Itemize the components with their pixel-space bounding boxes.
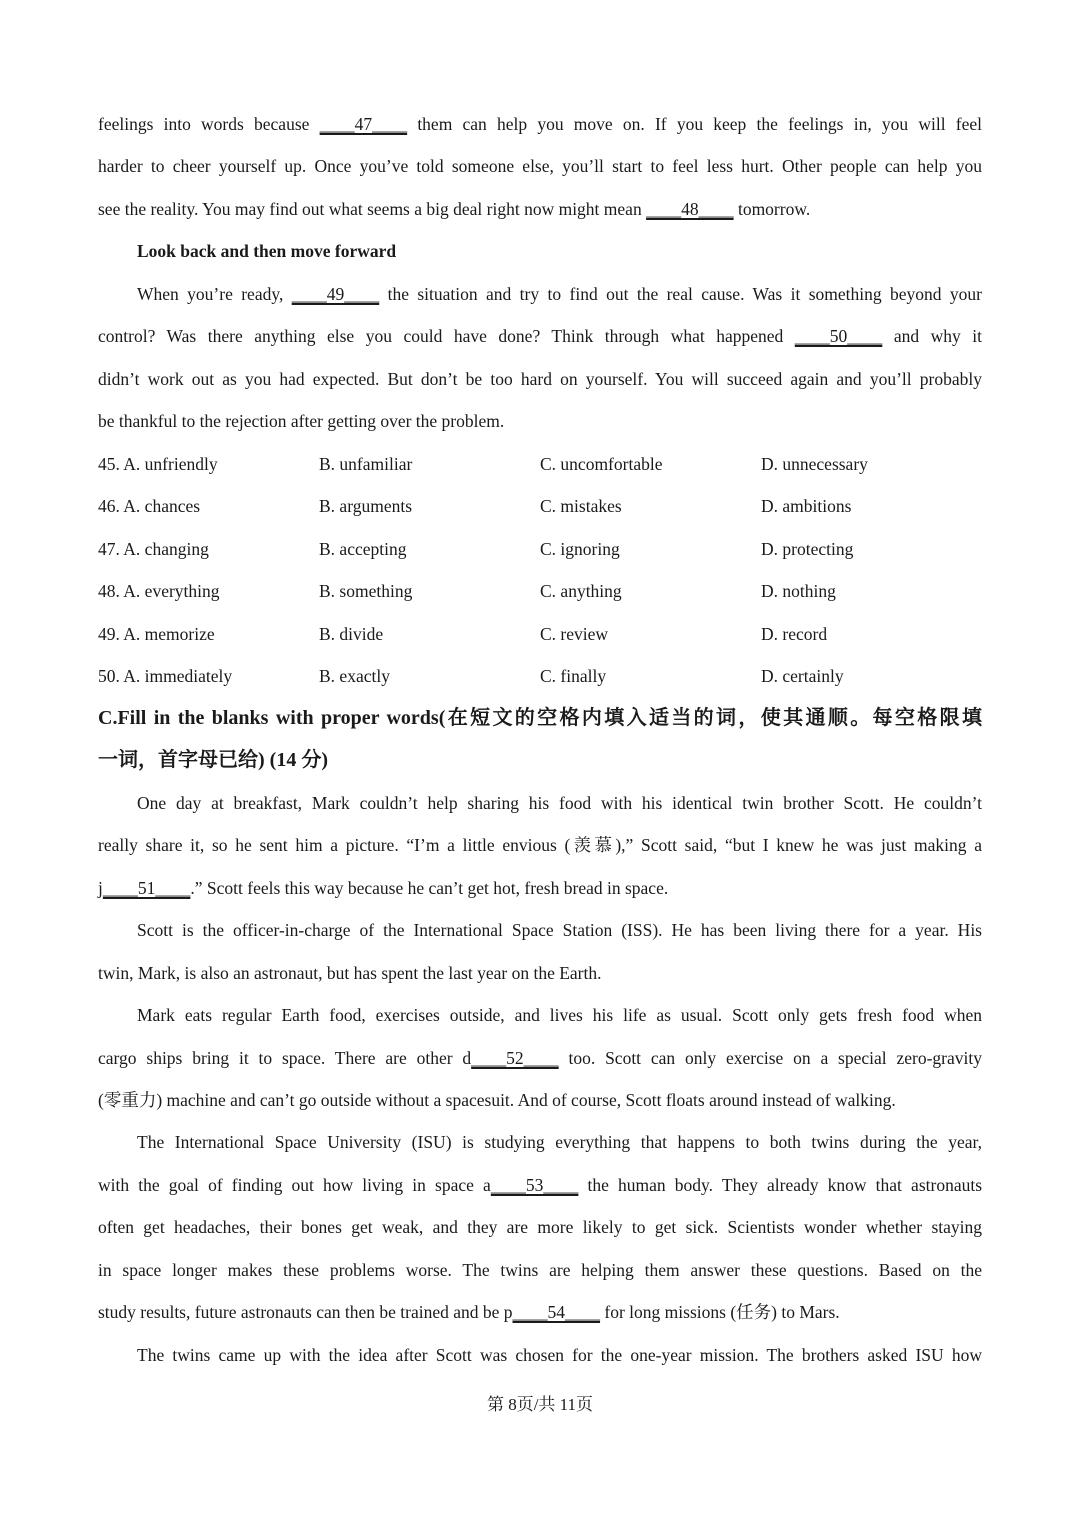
text: feelings into words because xyxy=(98,114,320,134)
text-line: twin, Mark, is also an astronaut, but has spent the last year on the Earth. xyxy=(98,963,602,983)
text-line xyxy=(137,286,982,304)
text: When you’re ready, xyxy=(137,284,292,304)
text-line xyxy=(98,1050,982,1068)
option-45-b: B. unfamiliar xyxy=(319,454,413,474)
option-45-d: D. unnecessary xyxy=(761,454,868,474)
text-line xyxy=(98,880,982,898)
text-line: harder to cheer yourself up. Once you’ve told someone else, you’ll start to feel less hurt. Other people can help you xyxy=(98,156,982,176)
text-line: didn’t work out as you had expected. But don’t be too hard on yourself. You will succeed again and you’ll probably xyxy=(98,369,982,389)
text: tomorrow. xyxy=(733,199,811,219)
option-49-c: C. review xyxy=(540,624,609,644)
option-49-b: B. divide xyxy=(319,624,384,644)
text: control? Was there anything else you could have done? Think through what happened xyxy=(98,326,795,346)
blank-47: ____47____ xyxy=(319,114,408,134)
text-line: really share it, so he sent him a picture. “I’m a little envious (羡慕),” Scott said, “but I knew he was just making a xyxy=(98,835,982,855)
option-48-b: B. something xyxy=(319,581,413,601)
section-heading: C.Fill in the blanks with proper words(在短文的空格内填入适当的词，使其通顺。每空格限填 xyxy=(98,707,982,729)
subheading: Look back and then move forward xyxy=(137,241,397,261)
blank-49: ____49____ xyxy=(291,284,380,304)
option-47-c: C. ignoring xyxy=(540,539,620,559)
text-line xyxy=(98,328,982,346)
section-heading-cont: 一词，首字母已给) (14 分) xyxy=(98,749,328,771)
option-46-a: 46. A. chances xyxy=(98,496,201,516)
text-line: (零重力) machine and can’t go outside without a spacesuit. And of course, Scott floats around instead of walking. xyxy=(98,1090,896,1110)
option-49-a: 49. A. memorize xyxy=(98,624,215,644)
blank-50: ____50____ xyxy=(794,326,883,346)
option-47-d: D. protecting xyxy=(761,539,854,559)
page-number: 第 8页/共 11页 xyxy=(486,1395,594,1414)
blank-53: ____53____ xyxy=(490,1175,579,1195)
text: study results, future astronauts can then be trained and be p xyxy=(98,1302,513,1322)
option-50-b: B. exactly xyxy=(319,666,390,686)
text-line: in space longer makes these problems worse. The twins are helping them answer these questions. Based on the xyxy=(98,1260,982,1280)
text-line: be thankful to the rejection after getting over the problem. xyxy=(98,411,505,431)
text: them can help you move on. If you keep the feelings in, you will feel xyxy=(407,114,983,134)
text-line: The International Space University (ISU) is studying everything that happens to both twins during the year, xyxy=(137,1132,982,1152)
blank-54: ____54____ xyxy=(512,1302,601,1322)
text-line: often get headaches, their bones get weak, and they are more likely to get sick. Scientists wonder whether staying xyxy=(98,1217,982,1237)
option-50-a: 50. A. immediately xyxy=(98,666,233,686)
text: for long missions (任务) to Mars. xyxy=(600,1302,840,1322)
option-45-c: C. uncomfortable xyxy=(540,454,663,474)
option-48-c: C. anything xyxy=(540,581,622,601)
text: and why it xyxy=(882,326,982,346)
option-46-b: B. arguments xyxy=(319,496,413,516)
text: .” Scott feels this way because he can’t get hot, fresh bread in space. xyxy=(190,878,669,898)
text: see the reality. You may find out what seems a big deal right now might mean xyxy=(98,199,647,219)
option-46-d: D. ambitions xyxy=(761,496,852,516)
text-line: Mark eats regular Earth food, exercises outside, and lives his life as usual. Scott only gets fresh food when xyxy=(137,1005,982,1025)
option-50-c: C. finally xyxy=(540,666,607,686)
text-line xyxy=(98,1304,982,1322)
text: too. Scott can only exercise on a special zero-gravity xyxy=(558,1048,982,1068)
blank-51: ____51____ xyxy=(102,878,191,898)
text-line: The twins came up with the idea after Scott was chosen for the one-year mission. The brothers asked ISU how xyxy=(137,1345,982,1365)
option-47-a: 47. A. changing xyxy=(98,539,209,559)
text: the human body. They already know that astronauts xyxy=(578,1175,983,1195)
text: with the goal of finding out how living in space a xyxy=(98,1175,491,1195)
option-47-b: B. accepting xyxy=(319,539,407,559)
option-46-c: C. mistakes xyxy=(540,496,622,516)
text-line: Scott is the officer-in-charge of the International Space Station (ISS). He has been living there for a year. His xyxy=(137,920,982,940)
option-48-d: D. nothing xyxy=(761,581,836,601)
option-49-d: D. record xyxy=(761,624,828,644)
text: the situation and try to find out the real cause. Was it something beyond your xyxy=(379,284,982,304)
blank-48: ____48____ xyxy=(646,199,734,219)
text-line: One day at breakfast, Mark couldn’t help sharing his food with his identical twin brother Scott. He couldn’t xyxy=(137,793,982,813)
text: cargo ships bring it to space. There are other d xyxy=(98,1048,472,1068)
text-line xyxy=(98,1177,982,1195)
text-line xyxy=(98,116,982,134)
blank-52: ____52____ xyxy=(471,1048,559,1068)
option-48-a: 48. A. everything xyxy=(98,581,220,601)
text-line xyxy=(98,201,982,219)
option-45-a: 45. A. unfriendly xyxy=(98,454,218,474)
text: j xyxy=(98,878,103,898)
option-50-d: D. certainly xyxy=(761,666,844,686)
